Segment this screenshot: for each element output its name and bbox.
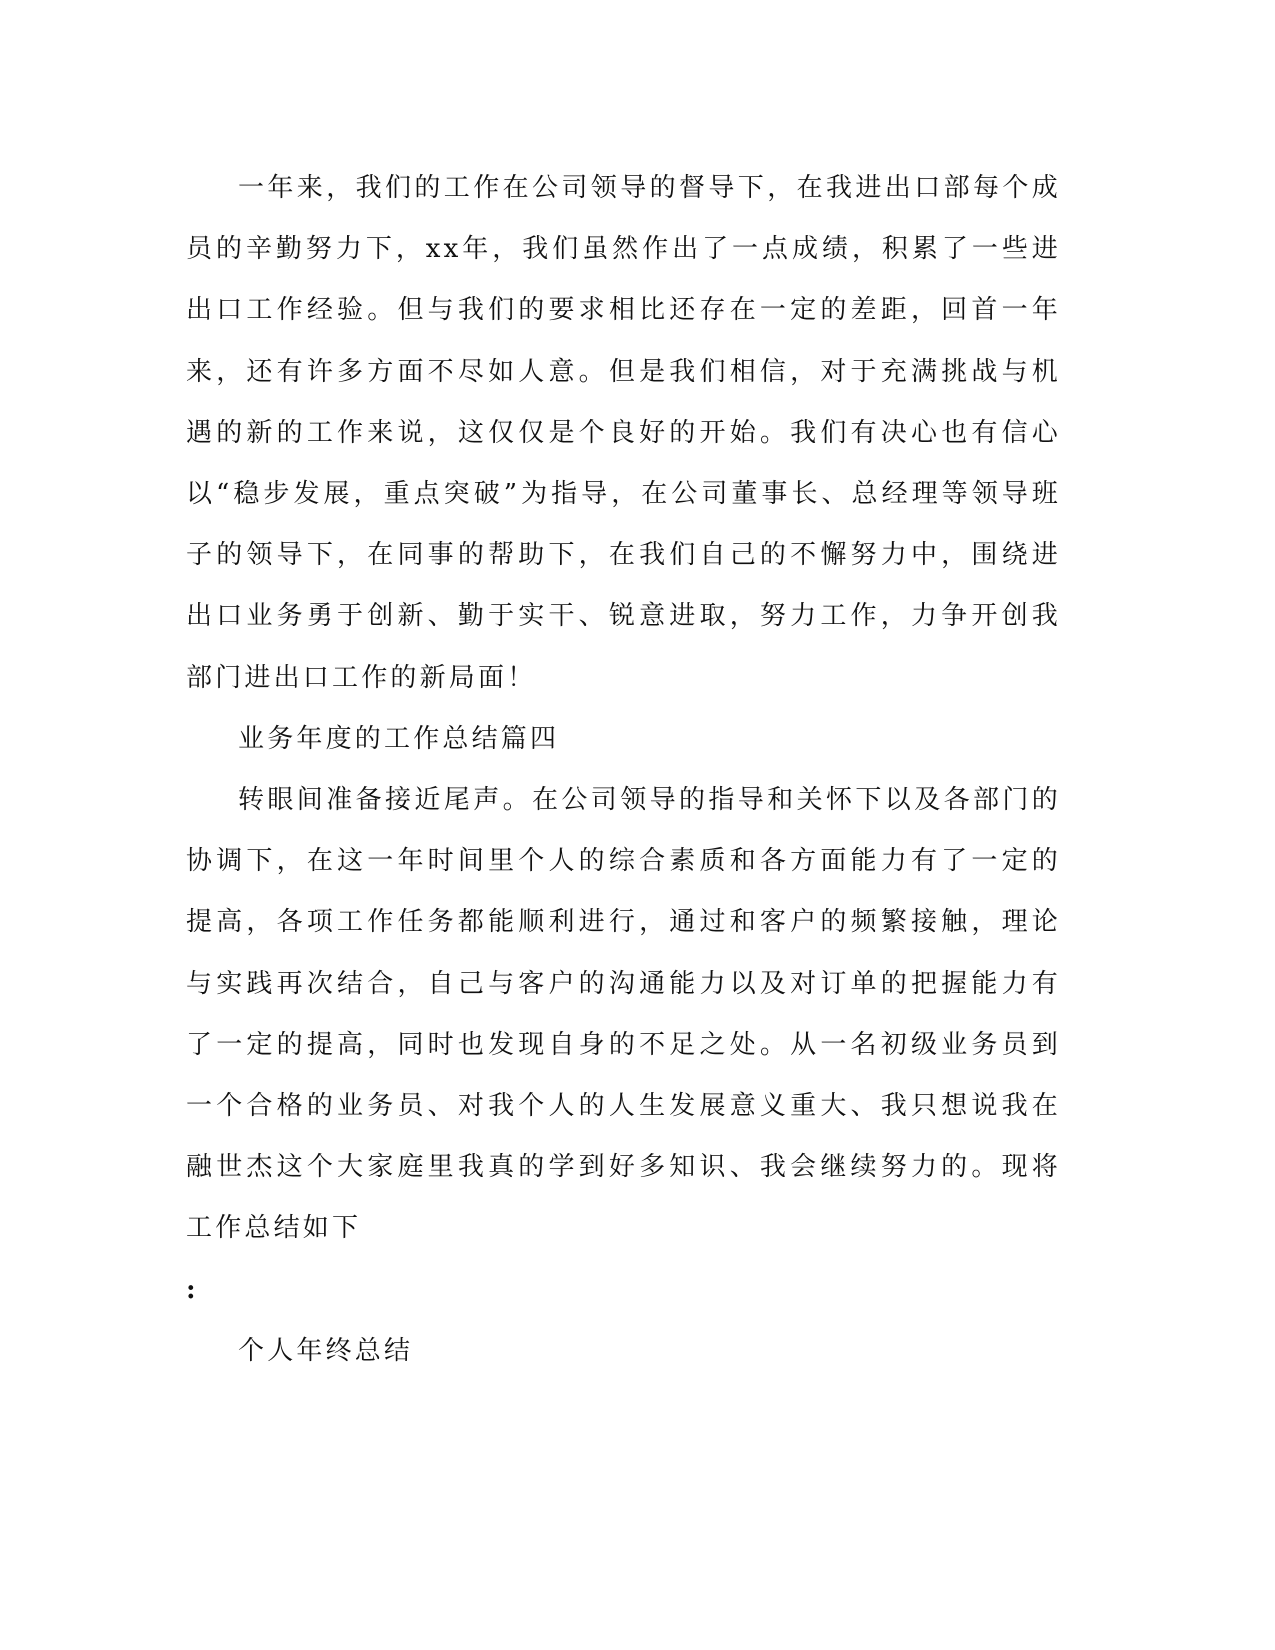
- paragraph-2-colon: :: [186, 1274, 199, 1305]
- paragraph-2: 转眼间准备接近尾声。在公司领导的指导和关怀下以及各部门的协调下，在这一年时间里个人的综合素质和各方面能力有了一定的提高，各项工作任务都能顺利进行，通过和客户的频繁接触，理论与实践再次结合，自己与客户的沟通能力以及对订单的把握能力有了一定的提高，同时也发现自身的不足之处。从一名初级业务员到一个合格的业务员、对我个人的人生发展意义重大、我只想说我在融世杰这个大家庭里我真的学到好多知识、我会继续努力的。现将工作总结如下: [186, 785, 1061, 1244]
- section-heading-2: 个人年终总结: [238, 1335, 414, 1366]
- section-heading-1: 业务年度的工作总结篇四: [238, 723, 560, 754]
- paragraph-1: 一年来，我们的工作在公司领导的督导下，在我进出口部每个成员的辛勤努力下，xx年，我们虽然作出了一点成绩，积累了一些进出口工作经验。但与我们的要求相比还存在一定的差距，回首一年来，还有许多方面不尽如人意。但是我们相信，对于充满挑战与机遇的新的工作来说，这仅仅是个良好的开始。我们有决心也有信心以“稳步发展，重点突破”为指导，在公司董事长、总经理等领导班子的领导下，在同事的帮助下，在我们自己的不懈努力中，围绕进出口业务勇于创新、勤于实干、锐意进取，努力工作，力争开创我部门进出口工作的新局面！: [186, 173, 1061, 693]
- document-body: [186, 158, 1061, 1382]
